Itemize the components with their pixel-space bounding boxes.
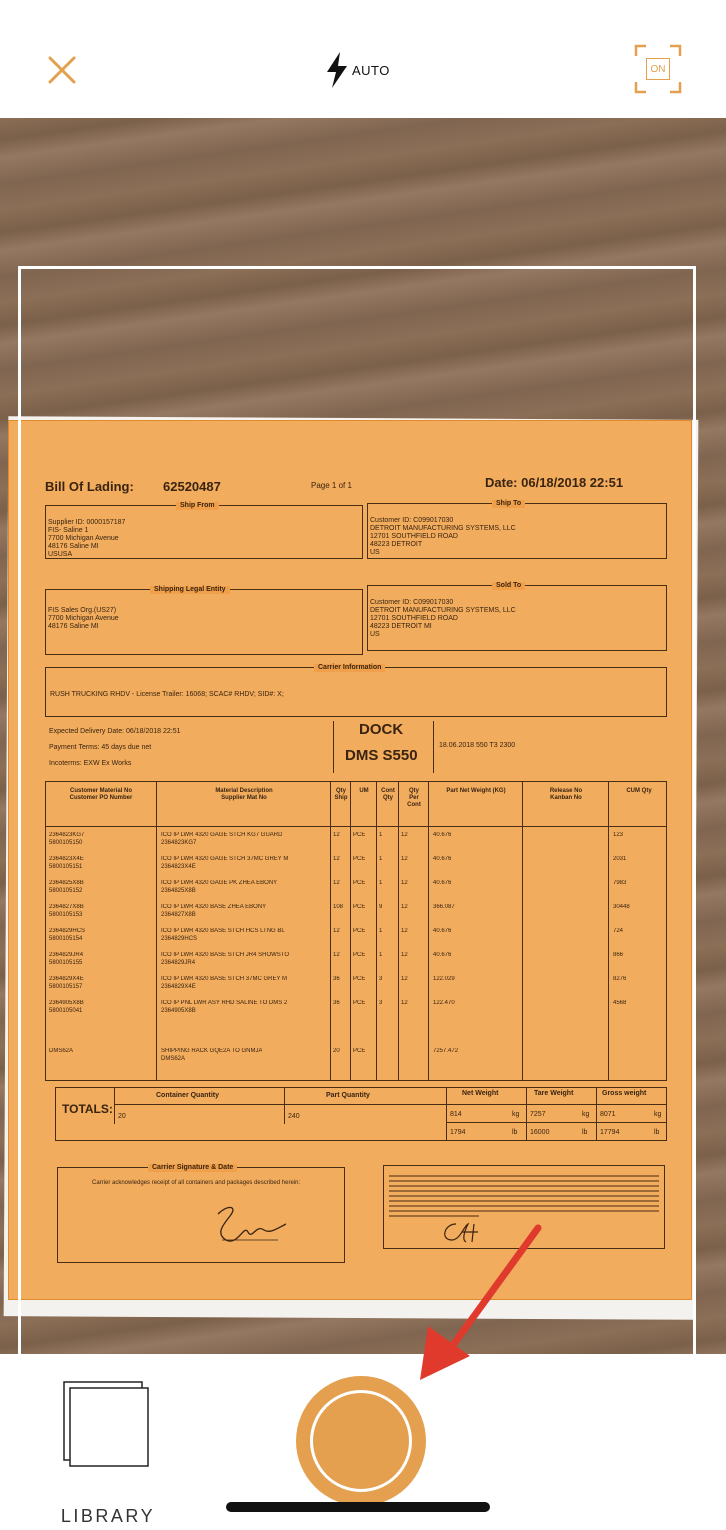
table-cell: 108 <box>333 904 344 910</box>
sold-to-line: US <box>370 631 380 638</box>
table-column-header: Material Description Supplier Mat No <box>215 788 273 801</box>
auto-detect-label: ON <box>646 58 670 80</box>
table-cell: 4568 <box>613 1000 627 1006</box>
table-cell: PCE <box>353 1000 366 1006</box>
table-cell: 1 <box>379 952 383 958</box>
table-cell: PCE <box>353 928 366 934</box>
container-qty-value: 20 <box>118 1113 126 1120</box>
table-cell: DMS62A <box>49 1048 74 1054</box>
table-cell: PCE <box>353 904 366 910</box>
totals-table <box>55 1087 667 1141</box>
table-cell: 12 <box>401 880 408 886</box>
table-cell: 1 <box>379 832 383 838</box>
table-cell: PCE <box>353 880 366 886</box>
legal-entity-box <box>45 586 363 655</box>
ship-from-line: USUSA <box>48 551 73 558</box>
table-cell: 2364825X8B 5800105152 <box>49 880 84 894</box>
net-weight-kg: 814 <box>450 1111 462 1118</box>
tare-weight-lb: 16000 <box>530 1129 550 1136</box>
table-cell: ICO IP LWR 4320 GAGE STCH KG7 GUARD 2364823KG7 <box>161 832 283 846</box>
table-cell: ICO IP LWR 4320 GAGE PK ZHEA EBONY 2364825X8B <box>161 880 278 894</box>
photo-stack-icon <box>62 1380 150 1468</box>
table-cell: 20 <box>333 1048 340 1054</box>
table-cell: 2364829HCS 5800105154 <box>49 928 86 942</box>
ship-to-line: 48223 DETROIT <box>370 541 423 548</box>
table-cell: 40.676 <box>433 928 452 934</box>
table-cell: 3 <box>379 976 383 982</box>
table-cell: 40.676 <box>433 856 452 862</box>
table-cell: SHIPPING RACK GQE2A TO GNMJA DMS62A <box>161 1048 263 1062</box>
table-cell: 12 <box>401 928 408 934</box>
doc-title: Bill Of Lading: <box>45 479 134 494</box>
table-cell: ICO IP LWR 4320 BASE STCH HCS LTNG BL 2364829HCS <box>161 928 285 942</box>
table-cell: 122.029 <box>433 976 455 982</box>
ship-from-header: Ship From <box>176 502 219 510</box>
table-cell: 7257.472 <box>433 1048 459 1054</box>
shutter-button-icon <box>310 1390 412 1492</box>
table-cell: 12 <box>401 856 408 862</box>
table-cell: 866 <box>613 952 624 958</box>
line-items-table <box>45 781 667 1081</box>
fine-print-lines <box>389 1172 661 1222</box>
tare-weight-kg: 7257 <box>530 1111 546 1118</box>
table-column-header: Qty Per Cont <box>407 788 421 808</box>
net-weight-kg-unit: kg <box>512 1111 520 1118</box>
close-icon <box>44 52 80 88</box>
flash-mode-label: AUTO <box>352 62 390 78</box>
dock-label: DOCK <box>359 721 404 738</box>
table-cell: 2364823KG7 5800105150 <box>49 832 85 846</box>
table-cell: ICO IP LWR 4320 BASE STCH 37MC GREY M 2364829X4E <box>161 976 288 990</box>
container-qty-header: Container Quantity <box>156 1092 220 1099</box>
ship-to-line: DETROIT MANUFACTURING SYSTEMS, LLC <box>370 525 516 532</box>
top-bar <box>0 0 726 118</box>
ship-to-header: Ship To <box>492 500 525 508</box>
incoterms: Incoterms: EXW Ex Works <box>49 760 132 767</box>
table-column-header: Customer Material No Customer PO Number <box>69 788 133 801</box>
table-cell: 8276 <box>613 976 627 982</box>
table-cell: 3 <box>379 1000 383 1006</box>
lightning-bolt-icon <box>324 50 350 90</box>
net-weight-lb-unit: lb <box>512 1129 518 1136</box>
ship-to-line: Customer ID: C099017030 <box>370 517 454 524</box>
table-cell: PCE <box>353 952 366 958</box>
doc-date: Date: 06/18/2018 22:51 <box>485 475 624 490</box>
camera-viewfinder[interactable] <box>0 118 726 1354</box>
carrier-signature-header: Carrier Signature & Date <box>148 1164 237 1172</box>
legal-entity-header: Shipping Legal Entity <box>150 586 230 594</box>
ship-from-line: Supplier ID: 0000157187 <box>48 519 126 526</box>
sold-to-line: DETROIT MANUFACTURING SYSTEMS, LLC <box>370 607 516 614</box>
doc-page: Page 1 of 1 <box>311 481 352 490</box>
table-cell: 36 <box>333 976 340 982</box>
legal-entity-line: 48176 Saline MI <box>48 623 99 630</box>
detected-document-overlay <box>8 420 692 1300</box>
table-cell: 40.676 <box>433 880 452 886</box>
ship-from-line: 7700 Michigan Avenue <box>48 535 119 542</box>
library-label: LIBRARY <box>60 1506 156 1526</box>
table-cell: 12 <box>401 904 408 910</box>
table-cell: ICO IP LWR 4320 GAGE STCH 37MC GREY M 2364823X4E <box>161 856 289 870</box>
terms-box <box>383 1165 665 1249</box>
table-column-header: CUM Qty <box>626 788 652 794</box>
table-cell: 2364829JR4 5800105155 <box>49 952 84 966</box>
table-cell: ICO IP LWR 4320 BASE STCH JR4 SHOWSTO 2364829JR4 <box>161 952 290 966</box>
flash-mode-button[interactable] <box>324 50 390 90</box>
bottom-bar <box>0 1354 726 1530</box>
library-button[interactable] <box>60 1378 156 1526</box>
tare-weight-header: Tare Weight <box>534 1090 574 1097</box>
gross-weight-header: Gross weight <box>602 1090 647 1097</box>
tare-weight-kg-unit: kg <box>582 1111 590 1118</box>
table-cell: ICO IP LWR 4320 BASE ZHEA EBONY 2364827X8B <box>161 904 267 918</box>
net-weight-lb: 1794 <box>450 1129 466 1136</box>
dms-label: DMS S550 <box>345 747 418 764</box>
table-cell: 12 <box>401 976 408 982</box>
ship-from-line: FIS- Saline 1 <box>48 527 89 534</box>
carrier-signature <box>208 1194 328 1254</box>
totals-label: TOTALS: <box>62 1102 113 1116</box>
shipper-signature <box>434 1218 514 1248</box>
table-cell: 12 <box>401 832 408 838</box>
table-cell: 724 <box>613 928 624 934</box>
table-cell: 40.676 <box>433 952 452 958</box>
gross-weight-kg: 8071 <box>600 1111 616 1118</box>
table-cell: 7983 <box>613 880 627 886</box>
table-cell: 12 <box>333 928 340 934</box>
table-cell: 123 <box>613 832 624 838</box>
table-cell: 1 <box>379 880 383 886</box>
home-indicator[interactable] <box>226 1502 490 1512</box>
table-cell: PCE <box>353 832 366 838</box>
ship-to-line: 12701 SOUTHFIELD ROAD <box>370 533 458 540</box>
table-cell: 36 <box>333 1000 340 1006</box>
table-cell: 12 <box>333 880 340 886</box>
table-cell: 2364823X4E 5800105151 <box>49 856 84 870</box>
shutter-button[interactable] <box>296 1376 426 1506</box>
table-column-header: UM <box>359 788 369 794</box>
carrier-info: RUSH TRUCKING RHDV - License Trailer: 16068; SCAC# RHDV; SID#: X; <box>50 691 284 698</box>
legal-entity-line: FIS Sales Org.(US27) <box>48 607 117 614</box>
carrier-signature-note: Carrier acknowledges receipt of all containers and packages described herein: <box>92 1180 301 1186</box>
sold-to-line: Customer ID: C099017030 <box>370 599 454 606</box>
table-cell: 12 <box>401 952 408 958</box>
sold-to-box <box>367 582 667 651</box>
table-cell: ICO IP PNL LWR ASY RHD SALINE TO DMS 2 2364905X8B <box>161 1000 288 1014</box>
expected-delivery: Expected Delivery Date: 06/18/2018 22:51 <box>49 728 181 735</box>
table-cell: 12 <box>333 856 340 862</box>
ship-to-box <box>367 500 667 559</box>
ship-from-box <box>45 502 363 559</box>
table-cell: 12 <box>333 952 340 958</box>
table-column-header: Cont Qty <box>381 788 395 801</box>
payment-terms: Payment Terms: 45 days due net <box>49 744 152 751</box>
table-cell: 30448 <box>613 904 630 910</box>
table-column-header: Part Net Weight (KG) <box>446 788 506 794</box>
table-cell: 1 <box>379 856 383 862</box>
part-qty-value: 240 <box>288 1113 300 1120</box>
part-qty-header: Part Quantity <box>326 1092 370 1099</box>
ship-to-line: US <box>370 549 380 556</box>
dock-note: 18.06.2018 550 T3 2300 <box>439 742 516 749</box>
table-cell: 2031 <box>613 856 627 862</box>
auto-detect-toggle[interactable] <box>634 44 682 94</box>
table-cell: 2364827X8B 5800105153 <box>49 904 84 918</box>
table-cell: PCE <box>353 1048 366 1054</box>
sold-to-line: 48223 DETROIT MI <box>370 623 432 630</box>
carrier-header: Carrier Information <box>314 664 385 672</box>
tare-weight-lb-unit: lb <box>582 1129 588 1136</box>
table-cell: 40.676 <box>433 832 452 838</box>
net-weight-header: Net Weight <box>462 1090 499 1097</box>
table-cell: PCE <box>353 856 366 862</box>
carrier-signature-box <box>57 1164 345 1263</box>
gross-weight-kg-unit: kg <box>654 1111 662 1118</box>
doc-number: 62520487 <box>163 479 221 494</box>
table-cell: 2364905X8B 5800105041 <box>49 1000 84 1014</box>
table-cell: 2364829X4E 5800105157 <box>49 976 84 990</box>
table-cell: 366.087 <box>433 904 455 910</box>
carrier-box <box>45 664 667 717</box>
sold-to-line: 12701 SOUTHFIELD ROAD <box>370 615 458 622</box>
sold-to-header: Sold To <box>492 582 525 590</box>
close-button[interactable] <box>44 52 80 88</box>
table-column-header: Release No Kanban No <box>549 788 583 801</box>
gross-weight-lb-unit: lb <box>654 1129 660 1136</box>
table-cell: 122.470 <box>433 1000 455 1006</box>
gross-weight-lb: 17794 <box>600 1129 620 1136</box>
table-cell: PCE <box>353 976 366 982</box>
table-cell: 1 <box>379 928 383 934</box>
table-column-header: Qty Ship <box>334 788 348 801</box>
ship-from-line: 48176 Saline MI <box>48 543 99 550</box>
table-cell: 12 <box>333 832 340 838</box>
legal-entity-line: 7700 Michigan Avenue <box>48 615 119 622</box>
table-cell: 9 <box>379 904 383 910</box>
table-cell: 12 <box>401 1000 408 1006</box>
